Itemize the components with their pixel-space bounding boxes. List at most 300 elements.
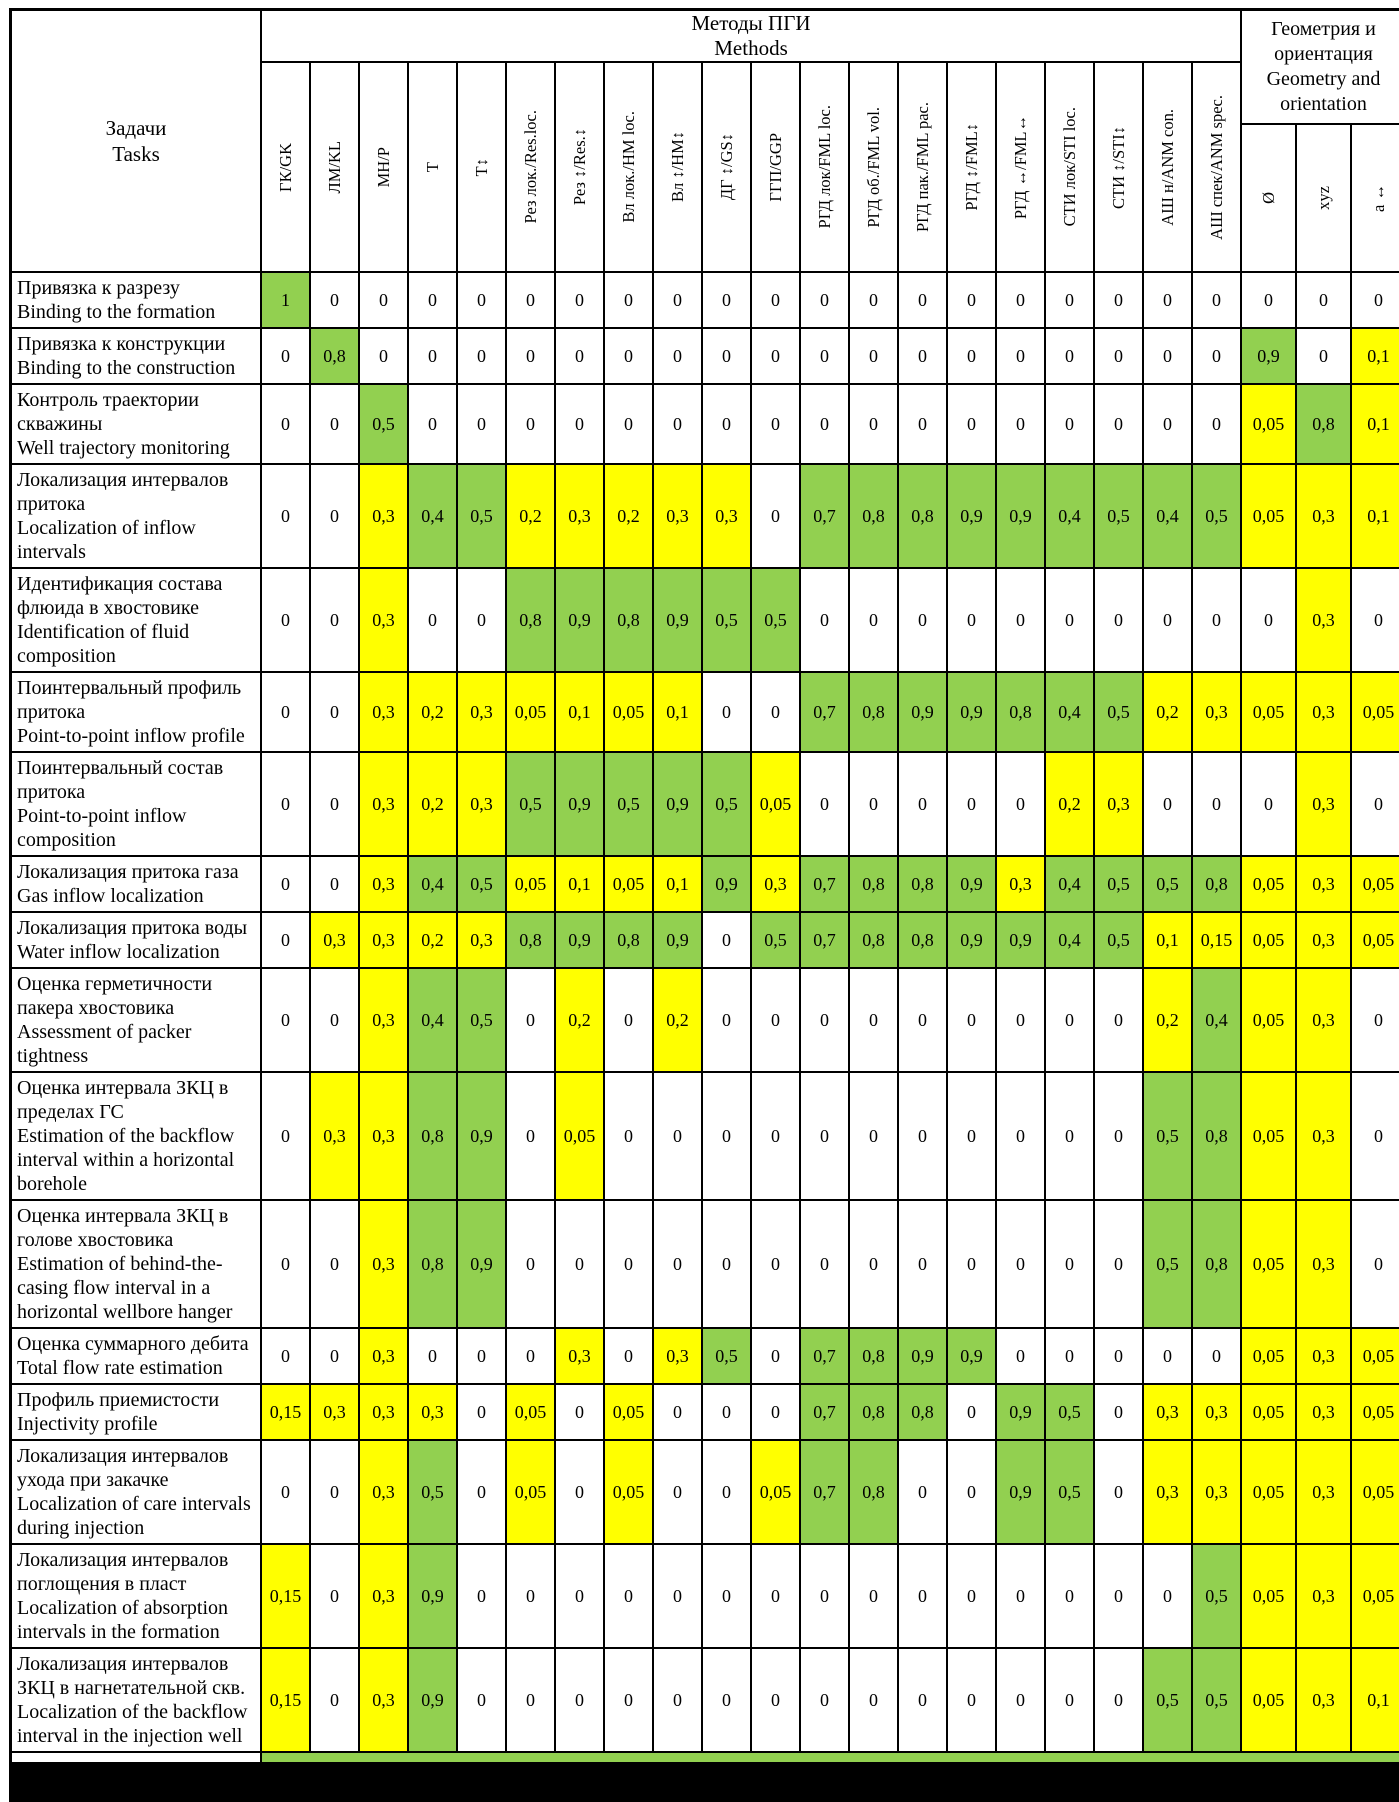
value-cell: 0,8 (997, 673, 1044, 751)
value-cell: 0 (997, 969, 1044, 1071)
value-cell: 0 (703, 1649, 750, 1751)
value-cell: 0,8 (899, 857, 946, 911)
method-column-header (752, 63, 799, 271)
value-cell: 0,1 (1352, 385, 1399, 463)
value-cell: 0 (654, 1441, 701, 1543)
value-cell: 0 (1046, 1329, 1093, 1383)
value-cell: 0,4 (1046, 673, 1093, 751)
value-cell: 0 (801, 969, 848, 1071)
value-cell: 0 (752, 969, 799, 1071)
value-cell: 0,3 (1297, 1385, 1350, 1439)
tasks-header (12, 11, 260, 271)
value-cell: 0,5 (1193, 1545, 1240, 1647)
value-cell: 0,8 (409, 1201, 456, 1327)
value-cell: 0,05 (1242, 1441, 1295, 1543)
task-label (12, 753, 260, 855)
tasks-header-en: Tasks (112, 142, 160, 166)
value-cell: 0 (1144, 329, 1191, 383)
task-label-ru: Оценка интервала ЗКЦ в пределах ГС (17, 1077, 229, 1123)
value-cell: 0 (1352, 1073, 1399, 1199)
value-cell: 0,05 (507, 1441, 554, 1543)
task-label-ru: Оценка суммарного дебита (17, 1333, 249, 1355)
value-cell: 0 (1352, 969, 1399, 1071)
value-cell: 0,05 (1352, 857, 1399, 911)
method-column-label: Т↕ (471, 157, 491, 177)
task-label-en: Assessment of packer tightness (17, 1021, 192, 1067)
value-cell: 0,3 (360, 1073, 407, 1199)
task-label (12, 857, 260, 911)
task-label (12, 1329, 260, 1383)
value-cell: 0,15 (1193, 913, 1240, 967)
value-cell: 0 (703, 1073, 750, 1199)
value-cell: 0 (752, 1073, 799, 1199)
value-cell: 0,05 (1352, 913, 1399, 967)
value-cell: 0,05 (1242, 1545, 1295, 1647)
value-cell: 0 (311, 273, 358, 327)
value-cell: 0,5 (1144, 1649, 1191, 1751)
value-cell: 0,1 (556, 673, 603, 751)
value-cell: 0 (899, 385, 946, 463)
value-cell: 0,05 (1242, 465, 1295, 567)
task-label-en: Localization of care intervals during injection (17, 1493, 251, 1539)
value-cell: 0 (1352, 753, 1399, 855)
value-cell: 0,05 (1242, 1649, 1295, 1751)
value-cell: 0,4 (1046, 465, 1093, 567)
value-cell: 0 (311, 857, 358, 911)
value-cell: 0,05 (1352, 673, 1399, 751)
value-cell: 0,8 (1297, 385, 1350, 463)
value-cell: 0,3 (1193, 673, 1240, 751)
value-cell: 0,2 (507, 465, 554, 567)
value-cell: 0 (1242, 753, 1295, 855)
value-cell: 0 (1193, 569, 1240, 671)
task-label-en: Binding to the construction (17, 357, 236, 379)
value-cell: 1 (262, 273, 309, 327)
value-cell: 0,05 (507, 857, 554, 911)
value-cell: 0,3 (1297, 969, 1350, 1071)
method-column-label: Вл лок./HM loc. (618, 111, 638, 223)
value-cell: 0,3 (1297, 1649, 1350, 1751)
value-cell: 0 (1193, 753, 1240, 855)
value-cell: 0 (997, 1201, 1044, 1327)
value-cell: 0,7 (801, 465, 848, 567)
value-cell: 0 (752, 1329, 799, 1383)
method-column-header (850, 63, 897, 271)
value-cell: 0 (556, 1649, 603, 1751)
value-cell: 0 (1242, 273, 1295, 327)
task-label (12, 1385, 260, 1439)
value-cell: 0 (703, 969, 750, 1071)
value-cell: 0 (997, 385, 1044, 463)
value-cell: 0 (605, 273, 652, 327)
value-cell: 0 (262, 569, 309, 671)
value-cell: 0,8 (311, 329, 358, 383)
value-cell: 0 (556, 1201, 603, 1327)
value-cell: 0,3 (654, 1329, 701, 1383)
value-cell: 0,05 (1242, 1073, 1295, 1199)
value-cell: 0 (458, 1649, 505, 1751)
value-cell: 0 (311, 673, 358, 751)
task-label-ru: Локализация интервалов ухода при закачке (17, 1445, 229, 1491)
value-cell: 0,7 (801, 1329, 848, 1383)
value-cell: 0,3 (654, 465, 701, 567)
value-cell: 0,05 (605, 857, 652, 911)
value-cell: 0 (458, 1441, 505, 1543)
value-cell: 0 (703, 329, 750, 383)
task-label-en: Well trajectory monitoring (17, 437, 230, 459)
value-cell: 0,05 (605, 673, 652, 751)
value-cell: 0,5 (1095, 913, 1142, 967)
value-cell: 0 (948, 1201, 995, 1327)
value-cell: 0,9 (997, 1385, 1044, 1439)
value-cell: 0 (458, 1385, 505, 1439)
value-cell: 0,3 (409, 1385, 456, 1439)
value-cell: 0,9 (556, 753, 603, 855)
value-cell: 0,3 (360, 465, 407, 567)
value-cell: 0,9 (948, 673, 995, 751)
task-label-en: Estimation of behind-the-casing flow interval in a horizontal wellbore hanger (17, 1253, 233, 1323)
value-cell: 0 (262, 753, 309, 855)
value-cell: 0,2 (1046, 753, 1093, 855)
method-column-header (1046, 63, 1093, 271)
value-cell: 0,05 (752, 1441, 799, 1543)
value-cell: 0 (948, 273, 995, 327)
task-label-ru: Локализация интервалов притока (17, 469, 229, 515)
value-cell: 0,3 (360, 913, 407, 967)
value-cell: 0 (654, 1649, 701, 1751)
task-label (12, 329, 260, 383)
value-cell: 0 (605, 1329, 652, 1383)
method-column-label: Вл ↕/HM↕ (667, 131, 687, 203)
method-column-header (801, 63, 848, 271)
value-cell: 0,3 (1297, 913, 1350, 967)
value-cell: 0 (703, 385, 750, 463)
value-cell: 0 (850, 329, 897, 383)
value-cell: 0 (311, 1441, 358, 1543)
value-cell: 0 (409, 569, 456, 671)
value-cell: 0 (801, 1649, 848, 1751)
value-cell: 0 (1242, 569, 1295, 671)
value-cell: 0,9 (948, 465, 995, 567)
value-cell: 0 (262, 385, 309, 463)
value-cell: 0 (948, 1649, 995, 1751)
task-label-en: Point-to-point inflow composition (17, 805, 187, 851)
value-cell: 0 (605, 1649, 652, 1751)
task-label-en: Localization of inflow intervals (17, 517, 196, 563)
method-column-header (948, 63, 995, 271)
value-cell: 0,8 (1193, 1201, 1240, 1327)
value-cell: 0 (458, 273, 505, 327)
value-cell: 0 (311, 569, 358, 671)
value-cell: 0 (262, 465, 309, 567)
value-cell: 0,3 (556, 1329, 603, 1383)
value-cell: 0 (556, 1385, 603, 1439)
value-cell: 0,8 (850, 673, 897, 751)
value-cell: 0 (507, 1329, 554, 1383)
value-cell: 0 (458, 385, 505, 463)
value-cell: 0,3 (360, 673, 407, 751)
value-cell: 0 (899, 1201, 946, 1327)
bottom-strip-left (12, 1753, 260, 1762)
value-cell: 0,8 (1193, 857, 1240, 911)
value-cell: 0,3 (360, 1385, 407, 1439)
value-cell: 0,1 (1352, 329, 1399, 383)
value-cell: 0 (556, 1545, 603, 1647)
value-cell: 0 (850, 753, 897, 855)
value-cell: 0,4 (409, 969, 456, 1071)
value-cell: 0,5 (360, 385, 407, 463)
value-cell: 0,05 (605, 1441, 652, 1543)
value-cell: 0,8 (507, 569, 554, 671)
method-column-header (507, 63, 554, 271)
value-cell: 0,3 (1297, 1329, 1350, 1383)
value-cell: 0 (458, 1329, 505, 1383)
method-column-label: ГГП/GGP (765, 132, 785, 202)
value-cell: 0 (311, 1649, 358, 1751)
value-cell: 0,05 (1242, 857, 1295, 911)
task-label-ru: Контроль траектории скважины (17, 389, 199, 435)
task-label-en: Identification of fluid composition (17, 621, 190, 667)
method-column-label: РГД об./FML vol. (863, 106, 883, 228)
value-cell: 0,05 (1242, 969, 1295, 1071)
value-cell: 0,9 (997, 913, 1044, 967)
task-label (12, 913, 260, 967)
method-column-header (899, 63, 946, 271)
value-cell: 0 (703, 673, 750, 751)
value-cell: 0 (1297, 273, 1350, 327)
value-cell: 0,3 (1297, 569, 1350, 671)
value-cell: 0 (948, 329, 995, 383)
value-cell: 0 (654, 273, 701, 327)
value-cell: 0 (850, 385, 897, 463)
value-cell: 0 (1095, 1649, 1142, 1751)
value-cell: 0 (1095, 1545, 1142, 1647)
value-cell: 0 (1095, 1441, 1142, 1543)
value-cell: 0 (262, 1329, 309, 1383)
method-column-label: Т (422, 161, 442, 173)
value-cell: 0 (997, 329, 1044, 383)
value-cell: 0 (752, 273, 799, 327)
value-cell: 0,8 (850, 1385, 897, 1439)
value-cell: 0 (262, 857, 309, 911)
value-cell: 0,5 (409, 1441, 456, 1543)
value-cell: 0,4 (1046, 857, 1093, 911)
value-cell: 0 (409, 329, 456, 383)
value-cell: 0 (262, 1073, 309, 1199)
value-cell: 0 (997, 1073, 1044, 1199)
value-cell: 0,1 (654, 857, 701, 911)
value-cell: 0,3 (1297, 1201, 1350, 1327)
method-column-header (556, 63, 603, 271)
task-label-en: Total flow rate estimation (17, 1357, 223, 1379)
value-cell: 0 (654, 1385, 701, 1439)
value-cell: 0 (507, 1545, 554, 1647)
value-cell: 0,05 (1242, 1201, 1295, 1327)
value-cell: 0 (507, 329, 554, 383)
geometry-header-en: Geometry and orientation (1266, 68, 1381, 115)
method-column-header (703, 63, 750, 271)
value-cell: 0,05 (1242, 1329, 1295, 1383)
value-cell: 0 (1193, 385, 1240, 463)
value-cell: 0 (1193, 1329, 1240, 1383)
value-cell: 0 (752, 385, 799, 463)
method-column-header (654, 63, 701, 271)
geometry-header (1242, 11, 1399, 123)
value-cell: 0,5 (458, 969, 505, 1071)
task-label (12, 273, 260, 327)
value-cell: 0,9 (1242, 329, 1295, 383)
value-cell: 0 (899, 329, 946, 383)
value-cell: 0,1 (556, 857, 603, 911)
value-cell: 0,5 (1144, 1073, 1191, 1199)
value-cell: 0 (948, 969, 995, 1071)
value-cell: 0,1 (654, 673, 701, 751)
value-cell: 0 (1095, 969, 1142, 1071)
value-cell: 0 (948, 569, 995, 671)
value-cell: 0 (703, 1545, 750, 1647)
value-cell: 0,05 (1242, 673, 1295, 751)
value-cell: 0,1 (1144, 913, 1191, 967)
value-cell: 0,9 (556, 913, 603, 967)
value-cell: 0,15 (262, 1385, 309, 1439)
value-cell: 0 (262, 1201, 309, 1327)
task-label-en: Estimation of the backflow interval within a horizontal borehole (17, 1125, 235, 1195)
value-cell: 0 (1352, 1201, 1399, 1327)
value-cell: 0 (752, 1649, 799, 1751)
value-cell: 0,9 (948, 1329, 995, 1383)
method-column-label: РГД пак./FML pac. (912, 102, 932, 232)
task-label (12, 673, 260, 751)
method-column-header (997, 63, 1044, 271)
task-label (12, 1441, 260, 1543)
value-cell: 0,05 (1352, 1545, 1399, 1647)
value-cell: 0 (507, 1649, 554, 1751)
value-cell: 0,3 (997, 857, 1044, 911)
value-cell: 0,2 (1144, 673, 1191, 751)
value-cell: 0 (1046, 1073, 1093, 1199)
task-label (12, 1201, 260, 1327)
value-cell: 0 (1095, 329, 1142, 383)
value-cell: 0,9 (654, 569, 701, 671)
value-cell: 0,3 (1095, 753, 1142, 855)
value-cell: 0,3 (1144, 1441, 1191, 1543)
value-cell: 0,3 (311, 913, 358, 967)
value-cell: 0,8 (507, 913, 554, 967)
method-column-header (360, 63, 407, 271)
task-label (12, 1545, 260, 1647)
value-cell: 0 (605, 1201, 652, 1327)
value-cell: 0,5 (752, 913, 799, 967)
value-cell: 0 (752, 1385, 799, 1439)
value-cell: 0 (703, 1441, 750, 1543)
value-cell: 0,3 (360, 1329, 407, 1383)
value-cell: 0 (899, 569, 946, 671)
value-cell: 0,8 (605, 913, 652, 967)
method-column-label: РГД ↕/FML↕ (961, 123, 981, 211)
value-cell: 0 (262, 913, 309, 967)
value-cell: 0,5 (1046, 1441, 1093, 1543)
value-cell: 0 (507, 969, 554, 1071)
value-cell: 0,5 (507, 753, 554, 855)
value-cell: 0 (1046, 969, 1093, 1071)
method-column-label: СТИ ↕/STI↕ (1108, 125, 1128, 209)
value-cell: 0 (507, 1201, 554, 1327)
task-label-en: Binding to the formation (17, 301, 216, 323)
value-cell: 0,05 (1352, 1385, 1399, 1439)
value-cell: 0 (899, 273, 946, 327)
value-cell: 0,05 (752, 753, 799, 855)
value-cell: 0,8 (1193, 1073, 1240, 1199)
task-label (12, 465, 260, 567)
method-column-label: Рез лок./Res.loc. (520, 110, 540, 224)
value-cell: 0 (556, 273, 603, 327)
method-column-label: АШ н/ANM con. (1157, 108, 1177, 226)
value-cell: 0,8 (899, 465, 946, 567)
value-cell: 0 (703, 913, 750, 967)
value-cell: 0 (801, 753, 848, 855)
value-cell: 0,05 (1242, 385, 1295, 463)
geometry-column-label: a ↔ (1368, 184, 1388, 212)
value-cell: 0,7 (801, 1441, 848, 1543)
value-cell: 0 (605, 329, 652, 383)
value-cell: 0 (360, 329, 407, 383)
value-cell: 0,9 (899, 1329, 946, 1383)
value-cell: 0,05 (1242, 913, 1295, 967)
value-cell: 0,05 (507, 1385, 554, 1439)
task-label (12, 1073, 260, 1199)
value-cell: 0,8 (409, 1073, 456, 1199)
value-cell: 0,3 (1297, 857, 1350, 911)
task-label (12, 969, 260, 1071)
geometry-column-label: Ø (1258, 192, 1278, 204)
value-cell: 0 (507, 1073, 554, 1199)
value-cell: 0 (458, 569, 505, 671)
task-label-en: Gas inflow localization (17, 885, 204, 907)
value-cell: 0,9 (997, 1441, 1044, 1543)
value-cell: 0,05 (556, 1073, 603, 1199)
value-cell: 0 (1193, 273, 1240, 327)
task-label-ru: Поинтервальный состав притока (17, 757, 224, 803)
value-cell: 0 (801, 329, 848, 383)
value-cell: 0,7 (801, 673, 848, 751)
task-label-ru: Привязка к разрезу (17, 277, 180, 299)
value-cell: 0 (507, 385, 554, 463)
value-cell: 0,3 (458, 753, 505, 855)
value-cell: 0,7 (801, 913, 848, 967)
task-label-en: Localization of the backflow interval in the injection well (17, 1701, 248, 1747)
method-column-label: ЛМ/KL (324, 140, 344, 194)
value-cell: 0 (703, 1201, 750, 1327)
value-cell: 0,7 (801, 857, 848, 911)
value-cell: 0,5 (1144, 857, 1191, 911)
value-cell: 0 (605, 969, 652, 1071)
value-cell: 0 (997, 1329, 1044, 1383)
value-cell: 0 (948, 1385, 995, 1439)
value-cell: 0,15 (262, 1649, 309, 1751)
value-cell: 0,5 (1193, 1649, 1240, 1751)
value-cell: 0,05 (605, 1385, 652, 1439)
value-cell: 0,3 (752, 857, 799, 911)
task-label-en: Point-to-point inflow profile (17, 725, 245, 747)
value-cell: 0,3 (360, 1545, 407, 1647)
value-cell: 0 (752, 465, 799, 567)
value-cell: 0 (801, 385, 848, 463)
value-cell: 0 (1095, 1329, 1142, 1383)
pgi-methods-task-matrix (9, 8, 1399, 1802)
value-cell: 0,3 (360, 857, 407, 911)
value-cell: 0,3 (1297, 753, 1350, 855)
value-cell: 0 (1046, 329, 1093, 383)
